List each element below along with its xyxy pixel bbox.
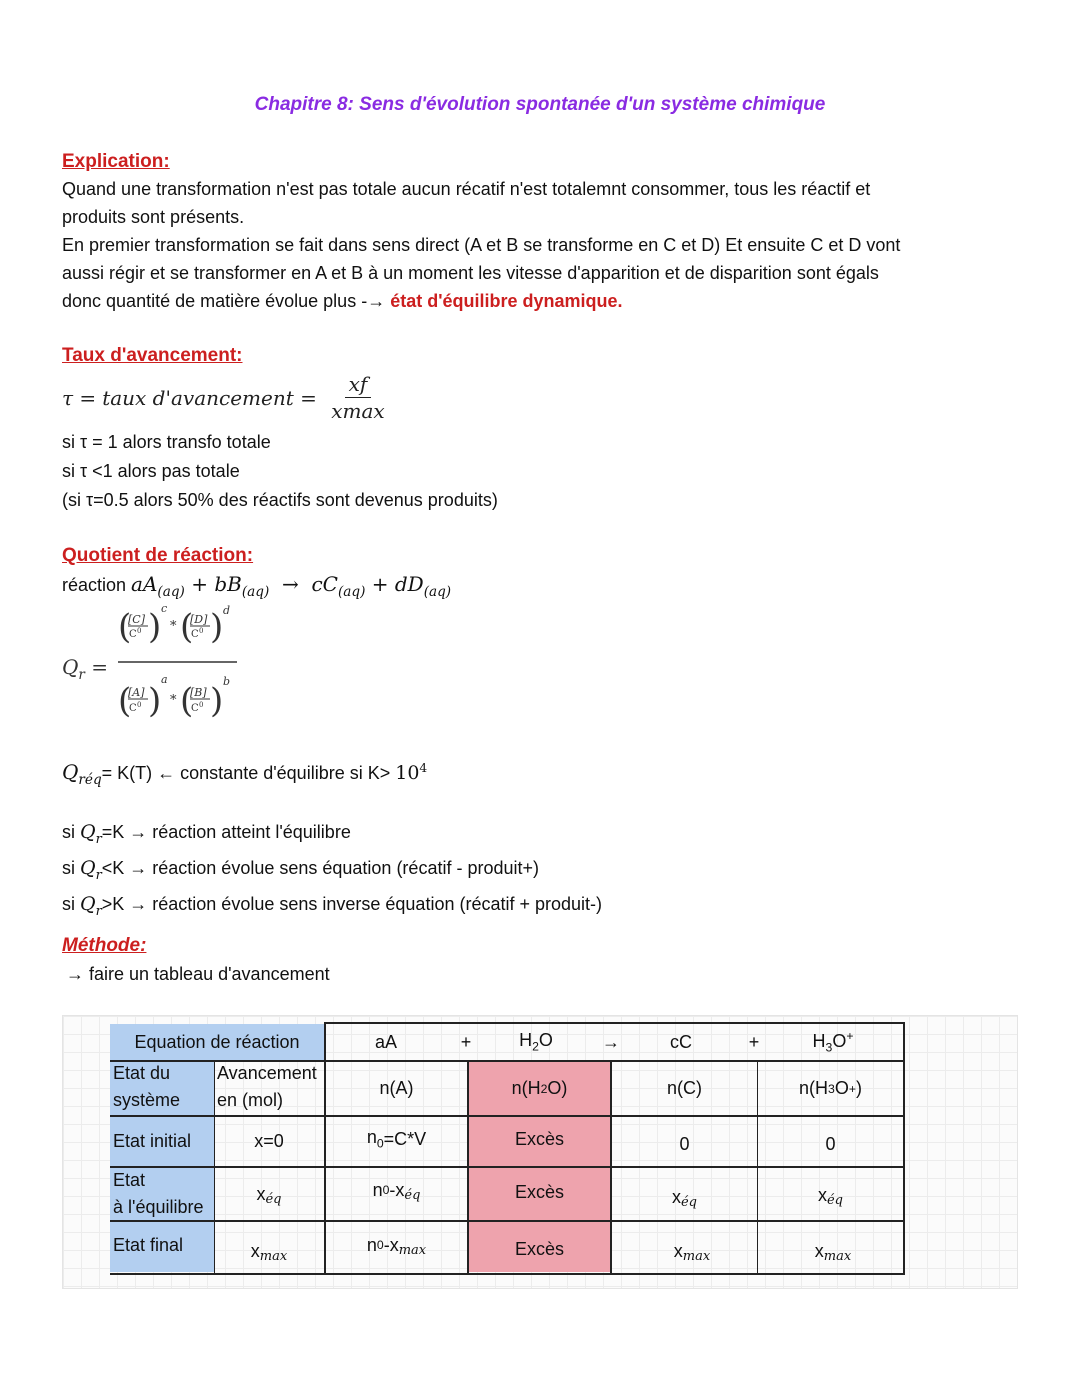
equals-sign: = [293,385,324,410]
svg-text:): ) [210,607,224,647]
qr-symbol: $Q_r$ = [62,655,109,683]
cell-xmax: x max [673,1240,711,1264]
avancement-cell [214,1058,324,1116]
tau-formula [62,372,389,423]
th-plus: + [460,1031,472,1052]
cell-nA: n(A) [379,1078,414,1098]
methode-line: → faire un tableau d'avancement [66,964,330,984]
etat-label: Etat [113,1170,146,1190]
svg-text:C: C [191,629,199,640]
explication-line: Quand une transformation n'est pas totale aucun récatif n'est totalemnt consommer, tous les réactif et [62,179,871,199]
svg-text:0: 0 [137,701,142,709]
en-mol-label: en (mol) [217,1090,284,1110]
cell-n0-xeq: n 0 -x éq [372,1179,421,1203]
svg-text:(: ( [180,607,194,647]
svg-text:[B]: [B] [190,686,207,699]
svg-text:): ) [148,607,162,647]
svg-text:): ) [210,681,224,721]
k-value: 10 [395,762,420,784]
quotient-heading: Quotient de réaction: [62,545,254,566]
svg-text:): ) [148,681,162,721]
cell-exces: Excès [514,1128,565,1149]
cell-n0: $n_0$ =C*V [366,1127,427,1151]
taux-condition: (si τ=0.5 alors 50% des réactifs sont devenus produits) [62,490,498,510]
cell-zero: 0 [825,1133,836,1154]
cell-xeq: x éq [256,1183,282,1207]
svg-text:0: 0 [199,701,204,709]
cell-exces: Excès [514,1238,565,1259]
svg-text:0: 0 [199,627,204,635]
qr-condition: si $Q_r=K$ → réaction atteint l'équilibre [62,821,351,847]
qr-condition: si $Q_r<K$ → réaction évolue sens équation (récatif - produit+) [62,856,539,883]
etat-equilibre [110,1166,214,1222]
th-aA: aA [374,1031,398,1052]
explication-line: produits sont présents. [62,207,245,227]
tau-symbol: τ = [62,385,97,410]
cell-nH3O: n(H 3 O + ) [799,1078,862,1098]
k-exponent: 4 [419,761,428,775]
qr-condition-text: <K → réaction évolue sens équation (récatif - produit+) [101,857,539,878]
etat-du-systeme [110,1058,214,1116]
qeq-text: = K(T) ← constante d'équilibre si K> [101,763,396,783]
explication-text [62,175,1022,315]
cell-xeq: x éq [817,1184,843,1208]
taux-condition: si τ <1 alors pas totale [62,461,240,481]
etat-final: Etat final [113,1234,184,1255]
explication-line [62,287,1022,315]
avancement-label: Avancement [217,1063,317,1083]
svg-text:[A]: [A] [128,686,145,699]
tau-name: taux d'avancement [102,385,294,410]
cell-exces: Excès [514,1181,565,1202]
methode-heading: Méthode: [62,935,147,956]
cell-nH2O: n(H 2 O) [511,1078,568,1098]
systeme: système [113,1090,181,1110]
si-word: si [62,822,80,842]
svg-text:*: * [170,619,177,634]
table-border [110,1220,904,1222]
qeq-line: $Q_{réq}= K(T)$ ← constante d'équilibre si $K> 10^4$ [62,760,428,788]
svg-text:0: 0 [137,627,142,635]
qr-condition-text: >K → réaction évolue sens inverse équation (récatif + produit-) [101,893,603,914]
svg-text:d: d [223,604,231,617]
cell-n0-xmax: n 0 -x max [366,1234,427,1258]
qr-conditions [62,818,602,925]
taux-heading: Taux d'avancement: [62,345,243,366]
tau-fraction [327,372,388,423]
th-cC: cC [670,1031,692,1052]
eq-label: Equation de réaction [134,1031,300,1052]
svg-text:[D]: [D] [190,613,208,626]
si-word: si [62,857,80,878]
svg-text:*: * [170,693,177,708]
si-word: si [62,893,80,914]
svg-text:[C]: [C] [128,613,145,626]
svg-text:(: ( [118,681,132,721]
cell-xeq: x éq [671,1186,697,1210]
svg-text:(: ( [180,681,194,721]
page-title: Chapitre 8: Sens d'évolution spontanée d'un système chimique [254,94,826,115]
cell-zero: 0 [679,1133,690,1154]
etat-du: Etat du [113,1063,171,1083]
cell-xmax: x max [250,1240,288,1264]
explication-heading: Explication: [62,151,170,172]
tau-denominator: xmax [331,399,385,423]
a-equilibre-label: à l'équilibre [113,1197,204,1217]
svg-text:C: C [129,703,137,714]
th-arrow: → [602,1031,620,1052]
cell-nC: n(C) [667,1078,702,1098]
cell-x0: x=0 [254,1131,284,1151]
svg-text:C: C [191,703,199,714]
etat-initial: Etat initial [113,1131,192,1151]
svg-text:b: b [223,675,231,688]
qr-condition: si $Q_r>K$ → réaction évolue sens inverse équation (récatif + produit-) [62,892,603,919]
explication-line: En premier transformation se fait dans sens direct (A et B se transforme en C et D) Et ensuite C et D vont [62,235,901,255]
qr-condition-text: =K → réaction atteint l'équilibre [101,822,351,842]
svg-text:c: c [161,604,168,615]
eq-label-cell [110,1024,324,1060]
taux-conditions [62,428,498,514]
equilibre-emphasis: état d'équilibre dynamique. [390,291,623,311]
taux-condition: si τ = 1 alors transfo totale [62,432,271,452]
th-plus: + [748,1031,760,1052]
th-h3o: $H_3O^+$ [812,1029,854,1055]
reaction-equation: réaction $aA_{(aq)} + bB_{(aq)} \to cC_{(aq)} + dD_{(aq)}$ [62,572,452,600]
explication-line: aussi régir et se transformer en A et B à un moment les vitesse d'apparition et de disparition sont égals [62,263,879,283]
th-h2o: $H_2O$ [519,1030,553,1054]
svg-text:a: a [161,673,168,686]
explication-line-text: donc quantité de matière évolue plus -→ [62,291,391,311]
tau-numerator: xf [345,372,372,398]
cell-xmax: x max [814,1240,852,1264]
reaction-label: réaction [62,575,132,595]
qr-fraction [118,604,238,729]
svg-text:C: C [129,629,137,640]
svg-text:(: ( [118,607,132,647]
qr-fraction-svg [118,604,243,724]
